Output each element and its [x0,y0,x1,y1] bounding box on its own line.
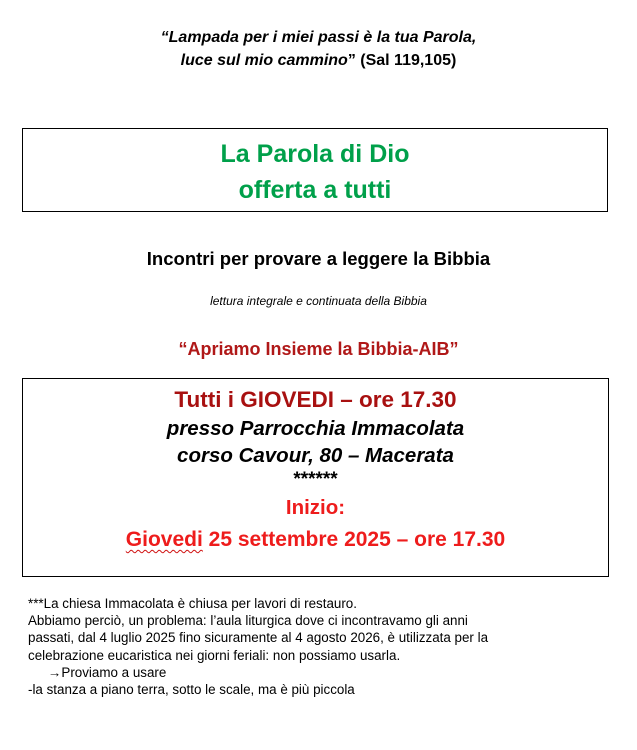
note-line-6: -la stanza a piano terra, sotto le scale, ma è più piccola [28,682,355,698]
quote-close-mark: ” [347,52,356,69]
title-line-1: La Parola di Dio [220,140,410,168]
program-name: “Apriamo Insieme la Bibbia-AIB” [178,339,459,359]
note-line-2: Abbiamo perciò, un problema: l’aula liturgica dove ci incontravamo gli anni [28,613,468,629]
title-box [22,128,608,212]
schedule-when: Tutti i GIOVEDI – ore 17.30 [174,387,457,412]
start-date-rest: 25 settembre 2025 – ore 17.30 [202,528,506,551]
scripture-quote [0,26,637,72]
title-line-2: offerta a tutti [238,176,392,204]
quote-line-1: “Lampada per i miei passi è la tua Parola, [160,29,477,46]
note-line-3: passati, dal 4 luglio 2025 fino sicuramente al 4 agosto 2026, è utilizzata per la [28,630,489,646]
notes-section [28,595,618,698]
note-line-1: ***La chiesa Immacolata è chiusa per lavori di restauro. [28,596,357,611]
schedule-place-line-1: presso Parrocchia Immacolata [166,417,465,440]
start-label: Inizio: [285,496,346,519]
start-date [23,524,608,556]
quote-line-2-text: luce sul mio cammino [180,52,348,69]
schedule-place-line-2: corso Cavour, 80 – Macerata [177,444,454,467]
subtitle: Incontri per provare a leggere la Bibbia [146,248,491,269]
note-line-4: celebrazione eucaristica nei giorni feriali: non possiamo usarla. [28,647,401,663]
note-line-5: →Proviamo a usare [48,664,167,680]
schedule-box [22,378,609,577]
separator-stars: ****** [293,469,338,490]
description: lettura integrale e continuata della Bibbia [210,294,427,308]
start-date-day: Giovedi [125,528,203,551]
quote-reference: (Sal 119,105) [355,52,457,69]
quote-line-2 [0,49,637,72]
